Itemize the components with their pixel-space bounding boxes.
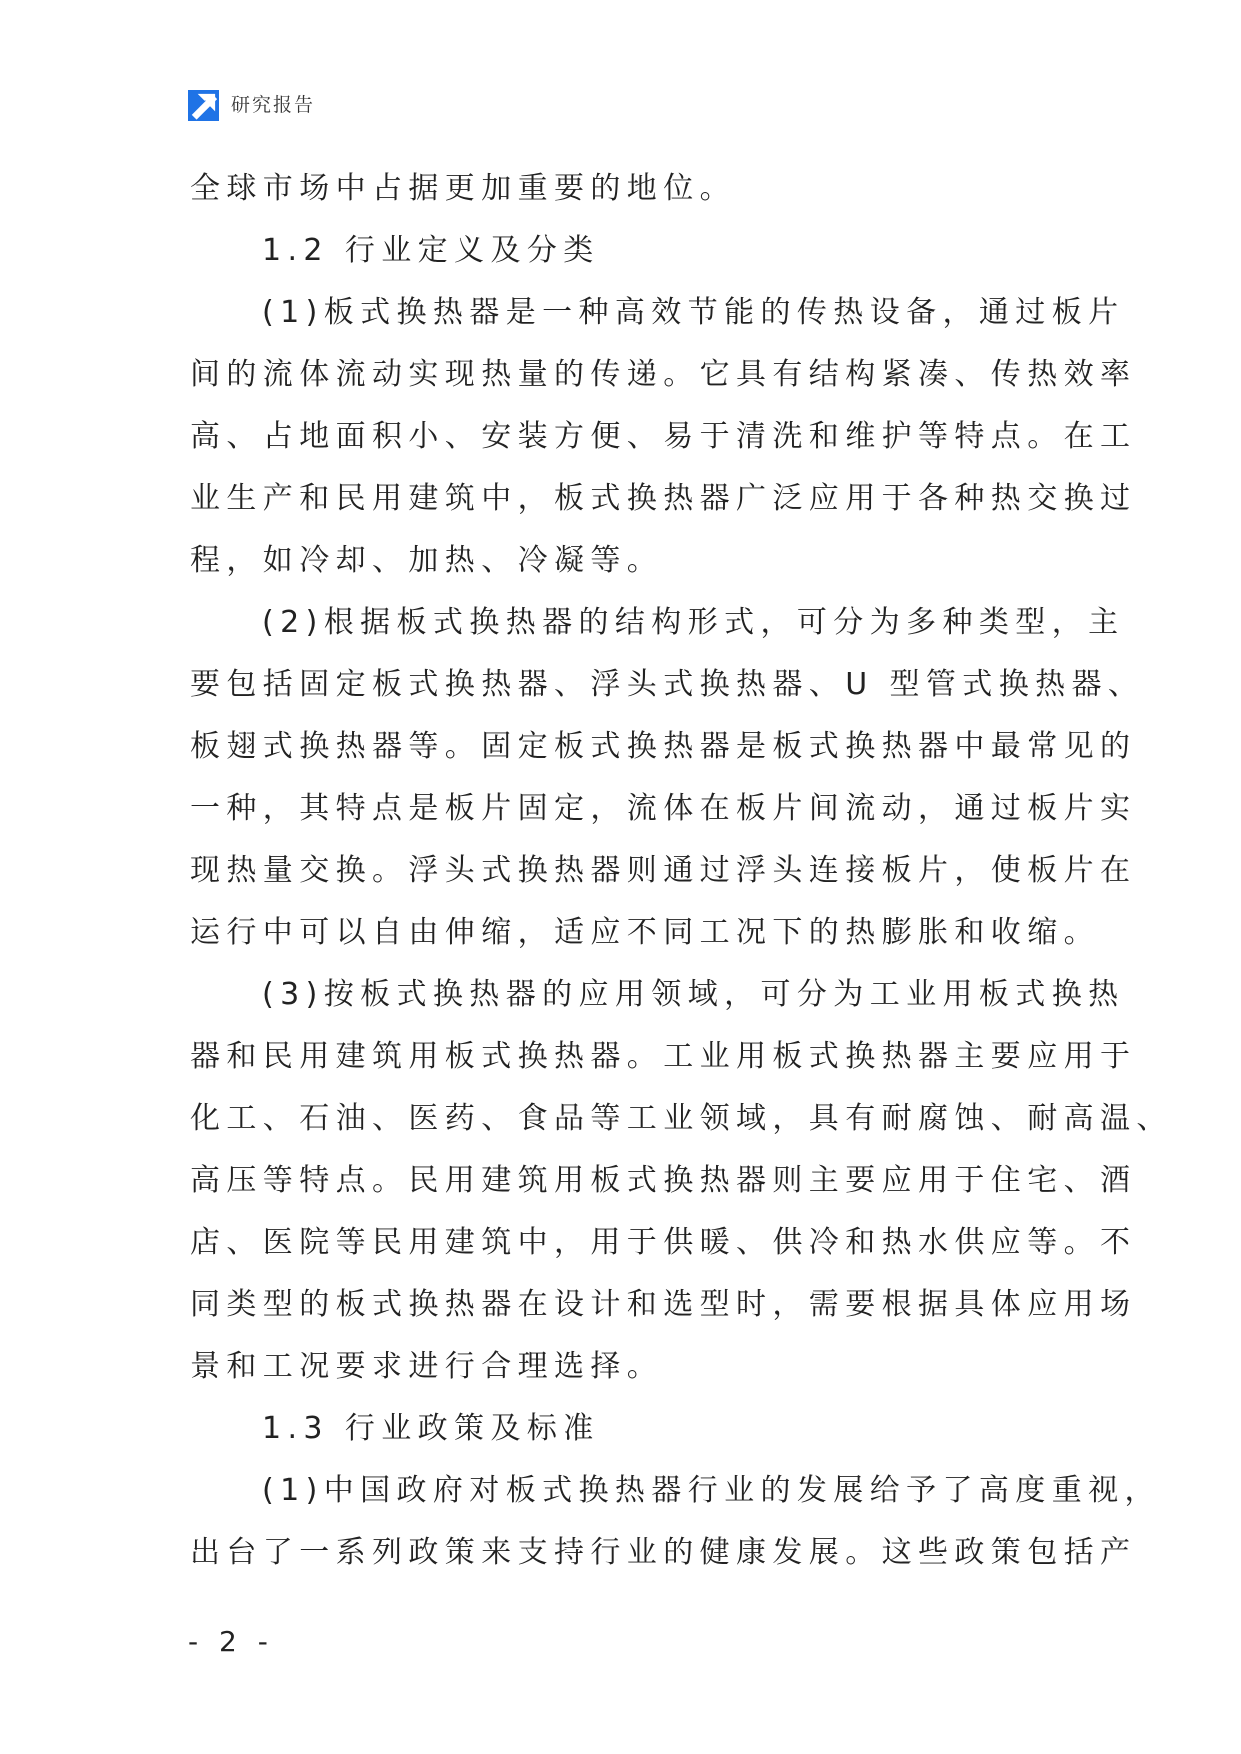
text-line: 店、医院等民用建筑中，用于供暖、供冷和热水供应等。不 [190, 1225, 1137, 1260]
header-title: 研究报告 [231, 93, 316, 116]
document-body [190, 158, 1173, 1584]
text-line: 高压等特点。民用建筑用板式换热器则主要应用于住宅、酒 [190, 1163, 1137, 1198]
text-line: 要包括固定板式换热器、浮头式换热器、U 型管式换热器、 [190, 667, 1145, 702]
text-line: 1.3 行业政策及标准 [262, 1411, 600, 1446]
text-line: 板翅式换热器等。固定板式换热器是板式换热器中最常见的 [190, 729, 1137, 764]
text-line: 业生产和民用建筑中，板式换热器广泛应用于各种热交换过 [190, 481, 1137, 516]
text-line: 全球市场中占据更加重要的地位。 [190, 171, 736, 206]
text-line: 器和民用建筑用板式换热器。工业用板式换热器主要应用于 [190, 1039, 1137, 1074]
text-line: 运行中可以自由伸缩，适应不同工况下的热膨胀和收缩。 [190, 915, 1100, 950]
page-number: - 2 - [188, 1625, 274, 1658]
text-line: 景和工况要求进行合理选择。 [190, 1349, 664, 1384]
text-line: 高、占地面积小、安装方便、易于清洗和维护等特点。在工 [190, 419, 1137, 454]
text-line: 1.2 行业定义及分类 [262, 233, 600, 268]
text-line: 程，如冷却、加热、冷凝等。 [190, 543, 664, 578]
arrow-up-right-icon [188, 90, 219, 121]
text-line: (1)中国政府对板式换热器行业的发展给予了高度重视， [262, 1473, 1161, 1508]
text-line: (2)根据板式换热器的结构形式，可分为多种类型，主 [262, 605, 1125, 640]
report-header [188, 88, 315, 122]
text-line: 现热量交换。浮头式换热器则通过浮头连接板片，使板片在 [190, 853, 1137, 888]
text-line: 出台了一系列政策来支持行业的健康发展。这些政策包括产 [190, 1535, 1137, 1570]
text-line: 化工、石油、医药、食品等工业领域，具有耐腐蚀、耐高温、 [190, 1101, 1173, 1136]
text-line: 同类型的板式换热器在设计和选型时，需要根据具体应用场 [190, 1287, 1137, 1322]
text-line: (3)按板式换热器的应用领域，可分为工业用板式换热 [262, 977, 1125, 1012]
text-line: 间的流体流动实现热量的传递。它具有结构紧凑、传热效率 [190, 357, 1137, 392]
text-line: (1)板式换热器是一种高效节能的传热设备，通过板片 [262, 295, 1125, 330]
text-line: 一种，其特点是板片固定，流体在板片间流动，通过板片实 [190, 791, 1137, 826]
